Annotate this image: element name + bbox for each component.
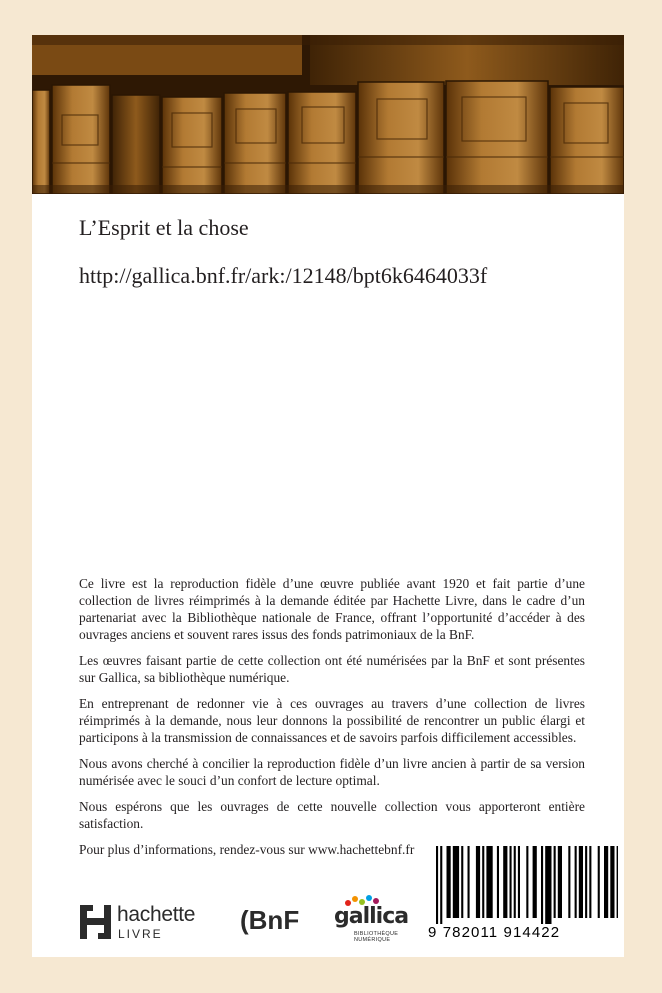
bnf-logo: (BnF: [240, 905, 300, 935]
book-title: L’Esprit et la chose: [79, 215, 249, 240]
barcode-bar: [610, 846, 614, 918]
barcode-bar: [598, 846, 600, 918]
barcode-bar: [468, 846, 470, 918]
barcode-bar: [503, 846, 507, 918]
barcode-bar: [482, 846, 484, 918]
barcode-bar: [486, 846, 492, 918]
barcode-bar: [510, 846, 512, 918]
barcode-digits: 9 782011 914422: [428, 924, 561, 941]
gallica-url[interactable]: http://gallica.bnf.fr/ark:/12148/bpt6k6464033f: [79, 263, 488, 288]
barcode-bar: [575, 846, 577, 918]
barcode-bar: [518, 846, 520, 918]
hachette-sub: LIVRE: [118, 927, 163, 941]
barcode-bar: [554, 846, 556, 918]
barcode-bar: [461, 846, 463, 918]
hachette-h-icon: [80, 905, 111, 939]
barcode-bar: [568, 846, 570, 918]
barcode-bar: [447, 846, 451, 918]
description: [79, 575, 585, 867]
paragraph: Les œuvres faisant partie de cette collection ont été numérisées par la BnF et sont présentes sur Gallica, sa bibliothèque numérique.: [79, 653, 585, 685]
barcode-bar: [436, 846, 438, 924]
isbn-barcode: [420, 840, 624, 952]
back-cover: [32, 35, 624, 957]
paragraph: Nous avons cherché à concilier la reproduction fidèle d’un livre ancien à partir de sa version numérisée avec le souci d’un confort de lecture optimal.: [79, 756, 585, 788]
barcode-bar: [541, 846, 543, 924]
barcode-bar: [514, 846, 516, 918]
barcode-bar: [617, 846, 618, 918]
barcode-bar: [440, 846, 442, 924]
hachette-livre-logo: [80, 903, 215, 943]
barcode-bar: [585, 846, 587, 918]
gallica-logo: [334, 895, 414, 945]
barcode-bar: [545, 846, 551, 924]
barcode-bar: [579, 846, 583, 918]
barcode-bars: [428, 846, 618, 924]
paragraph: En entreprenant de redonner vie à ces ouvrages au travers d’une collection de livres réimprimés à la demande, nous leur donnons la possibilité de rencontrer un public élargi et participons à la transmission de connaissances et de savoirs parfois difficilement accessibles.: [79, 696, 585, 745]
paragraph: Pour plus d’informations, rendez-vous sur www.hachettebnf.fr: [79, 842, 415, 857]
barcode-bar: [526, 846, 528, 918]
paragraph: Ce livre est la reproduction fidèle d’une œuvre publiée avant 1920 et fait partie d’une collection de livres réimprimés à la demande éditée par Hachette Livre, dans le cadre d’un partenariat avec la Bibliothèque nationale de France, offrant l’opportunité d’accéder à des ouvrages anciens et souvent rares issus des fonds patrimoniaux de la BnF.: [79, 576, 585, 642]
barcode-bar: [604, 846, 608, 918]
barcode-bar: [453, 846, 459, 918]
barcode-bar: [589, 846, 591, 918]
barcode-bar: [533, 846, 537, 918]
banner-image-old-books: [32, 35, 624, 194]
barcode-bar: [476, 846, 480, 918]
hachette-name: hachette: [117, 903, 196, 926]
gallica-name: gallica: [334, 904, 409, 929]
paragraph: Nous espérons que les ouvrages de cette nouvelle collection vous apporteront entière satisfaction.: [79, 799, 585, 831]
gallica-sub: BIBLIOTHÈQUE NUMÉRIQUE: [354, 931, 399, 943]
barcode-bar: [558, 846, 562, 918]
barcode-bar: [497, 846, 499, 918]
